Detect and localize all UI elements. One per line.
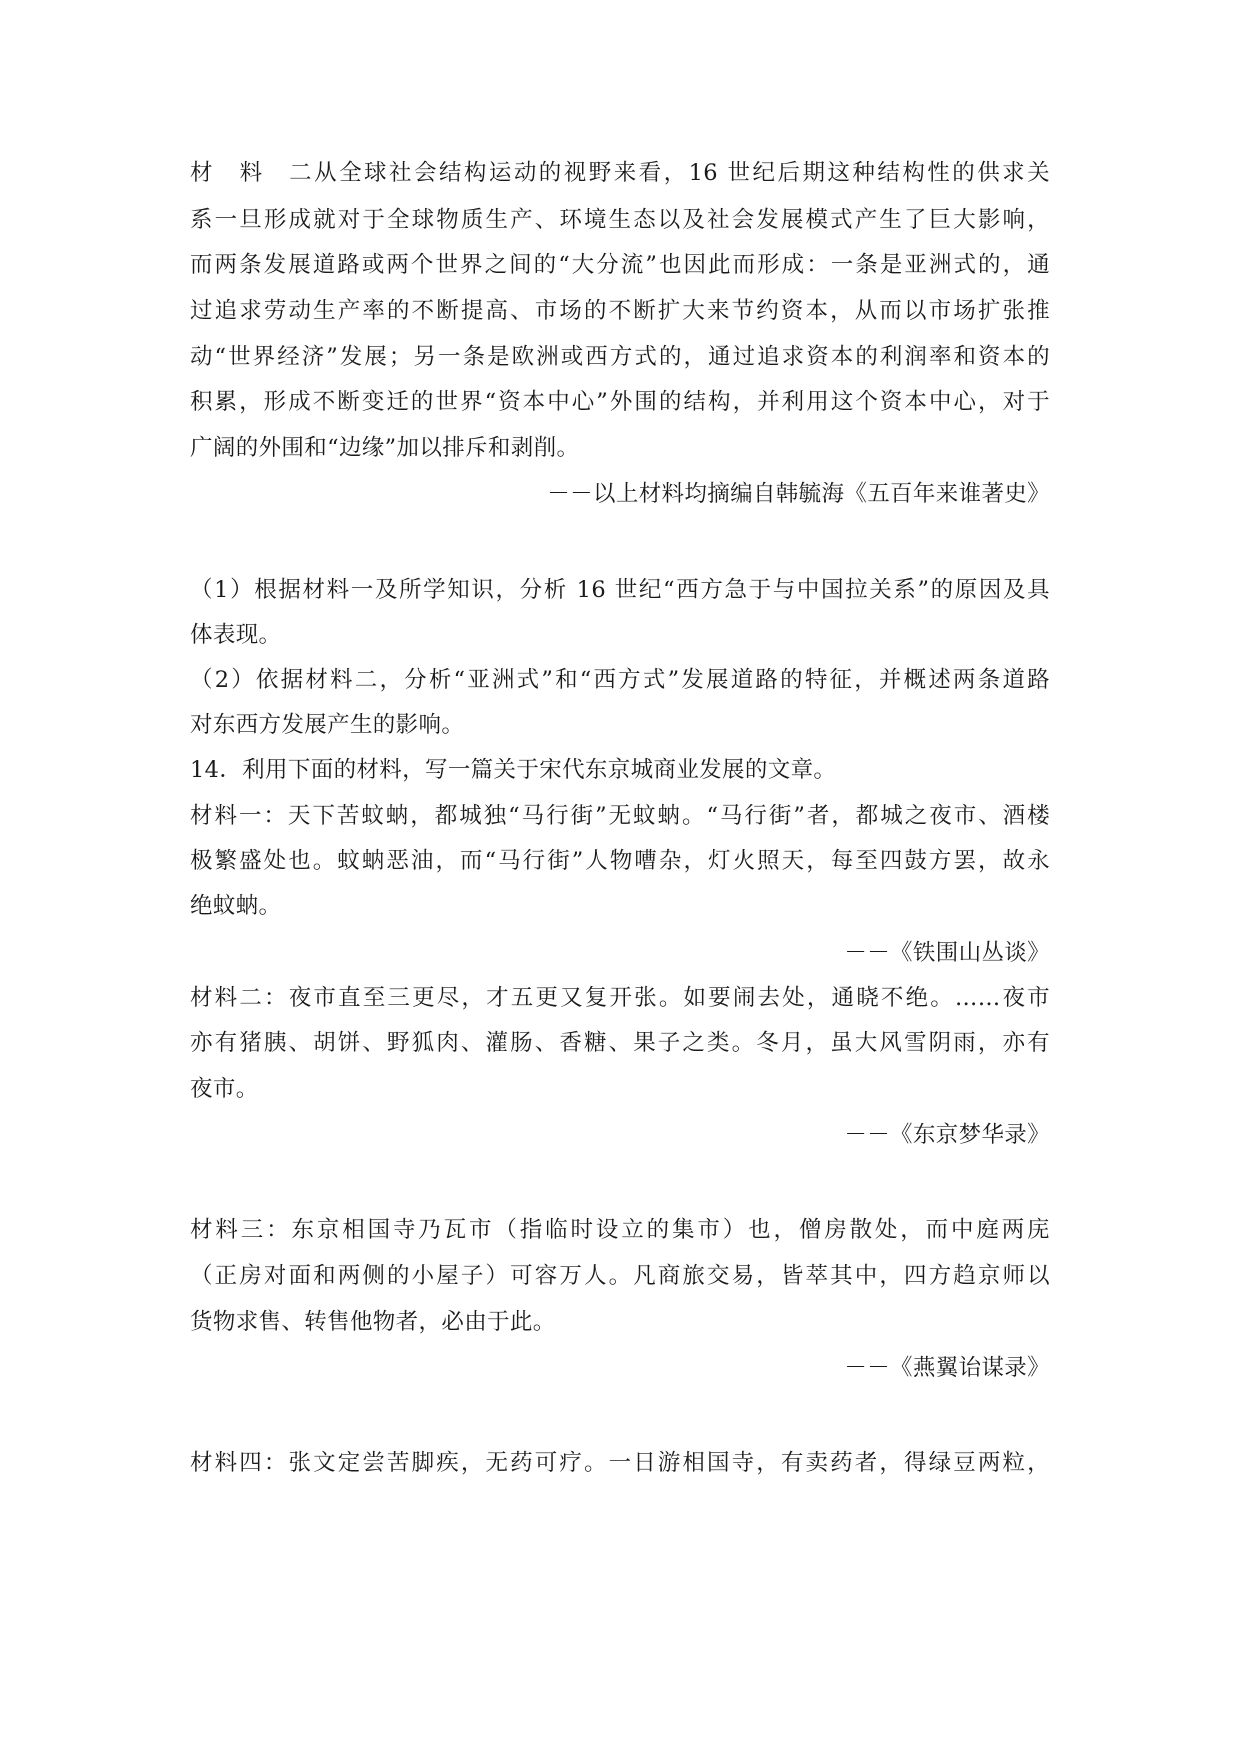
question1-line-2: 体表现。 — [190, 622, 282, 648]
material2-line-6: 积累，形成不断变迁的世界“资本中心”外围的结构，并利用这个资本中心，对于 — [190, 389, 1050, 415]
q14-material3-line-1: 材料三：东京相国寺乃瓦市（指临时设立的集市）也，僧房散处，而中庭两庑 — [190, 1217, 1050, 1243]
material2-line-5: 动“世界经济”发展；另一条是欧洲或西方式的，通过追求资本的利润率和资本的 — [190, 344, 1050, 370]
q14-material2-line-2: 亦有猪胰、胡饼、野狐肉、灌肠、香糖、果子之类。冬月，虽大风雪阴雨，亦有 — [190, 1030, 1050, 1056]
material2-line-1 — [190, 158, 1050, 188]
q14-material3-source: －－《燕翼诒谋录》 — [844, 1355, 1050, 1381]
material2-line-3: 而两条发展道路或两个世界之间的“大分流”也因此而形成：一条是亚洲式的，通 — [190, 252, 1050, 278]
question1-line-1: （1）根据材料一及所学知识，分析 16 世纪“西方急于与中国拉关系”的原因及具 — [190, 577, 1050, 603]
material2-line-2: 系一旦形成就对于全球物质生产、环境生态以及社会发展模式产生了巨大影响， — [190, 207, 1050, 233]
q14-material2-line-1: 材料二：夜市直至三更尽，才五更又复开张。如要闹去处，通晓不绝。……夜市 — [190, 985, 1050, 1011]
q14-material3-line-2: （正房对面和两侧的小屋子）可容万人。凡商旅交易，皆萃其中，四方趋京师以 — [190, 1263, 1050, 1289]
q14-material3-line-3: 货物求售、转售他物者，必由于此。 — [190, 1309, 556, 1335]
material2-source: －－以上材料均摘编自韩毓海《五百年来谁著史》 — [547, 481, 1050, 507]
q14-material1-line-1: 材料一：天下苦蚊蚋，都城独“马行街”无蚊蚋。“马行街”者，都城之夜市、酒楼 — [190, 803, 1050, 829]
q14-material4-line-1: 材料四：张文定尝苦脚疾，无药可疗。一日游相国寺，有卖药者，得绿豆两粒， — [190, 1450, 1050, 1476]
material2-label: 材料二 — [190, 160, 312, 186]
q14-material1-line-2: 极繁盛处也。蚊蚋恶油，而“马行街”人物嘈杂，灯火照天，每至四鼓方罢，故永 — [190, 848, 1050, 874]
q14-material1-line-3: 绝蚊蚋。 — [190, 893, 282, 919]
material2-line-1-text: 从全球社会结构运动的视野来看，16 世纪后期这种结构性的供求关 — [312, 160, 1050, 186]
question2-line-1: （2）依据材料二，分析“亚洲式”和“西方式”发展道路的特征，并概述两条道路 — [190, 667, 1050, 693]
question2-line-2: 对东西方发展产生的影响。 — [190, 712, 465, 738]
q14-material2-line-3: 夜市。 — [190, 1076, 259, 1102]
material2-line-4: 过追求劳动生产率的不断提高、市场的不断扩大来节约资本，从而以市场扩张推 — [190, 298, 1050, 324]
q14-material2-source: －－《东京梦华录》 — [844, 1122, 1050, 1148]
q14-material1-source: －－《铁围山丛谈》 — [844, 940, 1050, 966]
question14-prompt: 14．利用下面的材料，写一篇关于宋代东京城商业发展的文章。 — [190, 757, 837, 783]
material2-line-7: 广阔的外围和“边缘”加以排斥和剥削。 — [190, 435, 580, 461]
